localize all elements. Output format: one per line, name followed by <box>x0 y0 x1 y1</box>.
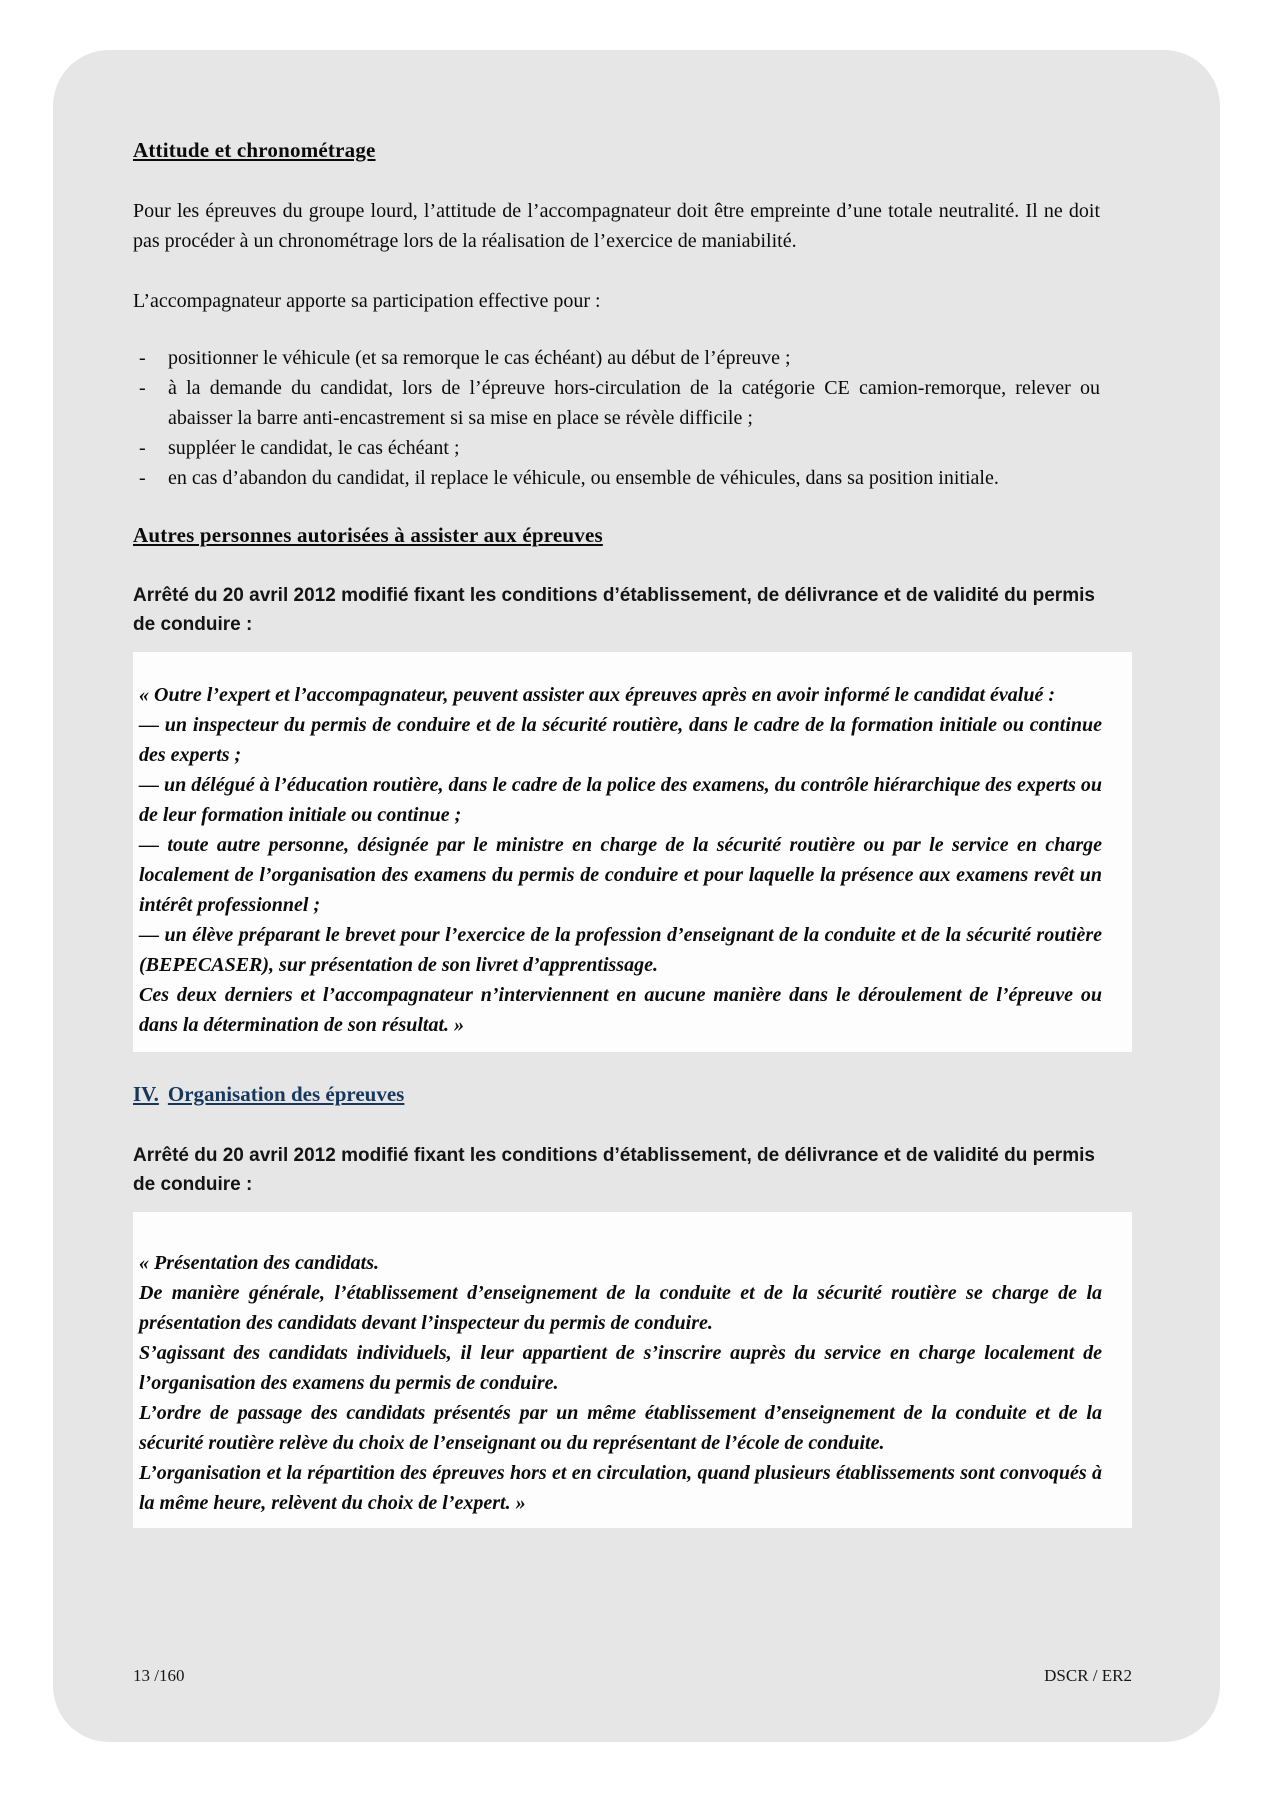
quote-paragraph: Ces deux derniers et l’accompagnateur n’interviennent en aucune manière dans le déroulement de l’épreuve ou dans la détermination de son résultat. » <box>139 984 1102 1036</box>
section-heading-attitude: Attitude et chronométrage <box>133 138 376 162</box>
list-item <box>133 343 1100 373</box>
quote-block-autres-personnes <box>133 652 1132 1052</box>
quote-paragraph: « Outre l’expert et l’accompagnateur, peuvent assister aux épreuves après en avoir informé le candidat évalué : <box>139 684 1056 706</box>
paragraph-attitude-2: L’accompagnateur apporte sa participation effective pour : <box>133 290 601 312</box>
quote-paragraph: L’organisation et la répartition des épreuves hors et en circulation, quand plusieurs établissements sont convoqués à la même heure, relèvent du choix de l’expert. » <box>139 1462 1102 1514</box>
document-reference: DSCR / ER2 <box>1044 1666 1132 1685</box>
arrete-intro-1: Arrêté du 20 avril 2012 modifié fixant les conditions d’établissement, de délivrance et de validité du permis de conduire : <box>133 585 1095 635</box>
dash-bullet: - <box>139 347 146 369</box>
list-item <box>133 373 1100 433</box>
section-heading-autres-personnes: Autres personnes autorisées à assister aux épreuves <box>133 523 603 547</box>
quote-paragraph: — un délégué à l’éducation routière, dans le cadre de la police des examens, du contrôle hiérarchique des experts ou de leur formation initiale ou continue ; <box>139 774 1102 826</box>
page-number: 13 /160 <box>133 1666 185 1685</box>
quote-paragraph: De manière générale, l’établissement d’enseignement de la conduite et de la sécurité routière se charge de la présentation des candidats devant l’inspecteur du permis de conduire. <box>139 1282 1102 1334</box>
quote-paragraph: « Présentation des candidats. <box>139 1252 380 1274</box>
quote-paragraph: — toute autre personne, désignée par le ministre en charge de la sécurité routière ou par le service en charge localement de l’organisation des examens du permis de conduire et pour laquelle la présence aux examens revêt un intérêt professionnel ; <box>139 834 1102 916</box>
dash-bullet: - <box>139 467 146 489</box>
quote-paragraph: — un élève préparant le brevet pour l’exercice de la profession d’enseignant de la conduite et de la sécurité routière (BEPECASER), sur présentation de son livret d’apprentissage. <box>139 924 1102 976</box>
quote-block-organisation <box>133 1212 1132 1528</box>
page-footer <box>133 1666 1132 1686</box>
bullet-list <box>133 343 1100 493</box>
heading-text: Organisation des épreuves <box>167 1082 405 1106</box>
document-page <box>53 50 1220 1742</box>
heading-number: IV. <box>133 1082 159 1106</box>
list-item-text: en cas d’abandon du candidat, il replace le véhicule, ou ensemble de véhicules, dans sa position initiale. <box>168 467 999 489</box>
quote-paragraph: S’agissant des candidats individuels, il leur appartient de s’inscrire auprès du service en charge localement de l’organisation des examens du permis de conduire. <box>139 1342 1102 1394</box>
arrete-intro-2: Arrêté du 20 avril 2012 modifié fixant les conditions d’établissement, de délivrance et de validité du permis de conduire : <box>133 1145 1095 1195</box>
list-item <box>133 433 1100 463</box>
quote-paragraph: — un inspecteur du permis de conduire et de la sécurité routière, dans le cadre de la formation initiale ou continue des experts ; <box>139 714 1102 766</box>
section-heading-organisation <box>133 1082 1132 1107</box>
quote-paragraph: L’ordre de passage des candidats présentés par un même établissement d’enseignement de la conduite et de la sécurité routière relève du choix de l’enseignant ou du représentant de l’école de conduite. <box>139 1402 1102 1454</box>
page-content <box>133 138 1132 1528</box>
list-item <box>133 463 1100 493</box>
list-item-text: suppléer le candidat, le cas échéant ; <box>168 437 460 459</box>
dash-bullet: - <box>139 377 146 399</box>
paragraph-attitude-1: Pour les épreuves du groupe lourd, l’attitude de l’accompagnateur doit être empreinte d’une totale neutralité. Il ne doit pas procéder à un chronométrage lors de la réalisation de l’exercice de maniabilité. <box>133 200 1100 252</box>
list-item-text: positionner le véhicule (et sa remorque le cas échéant) au début de l’épreuve ; <box>168 347 791 369</box>
list-item-text: à la demande du candidat, lors de l’épreuve hors-circulation de la catégorie CE camion-remorque, relever ou abaisser la barre anti-encastrement si sa mise en place se révèle difficile ; <box>168 377 1100 429</box>
dash-bullet: - <box>139 437 146 459</box>
